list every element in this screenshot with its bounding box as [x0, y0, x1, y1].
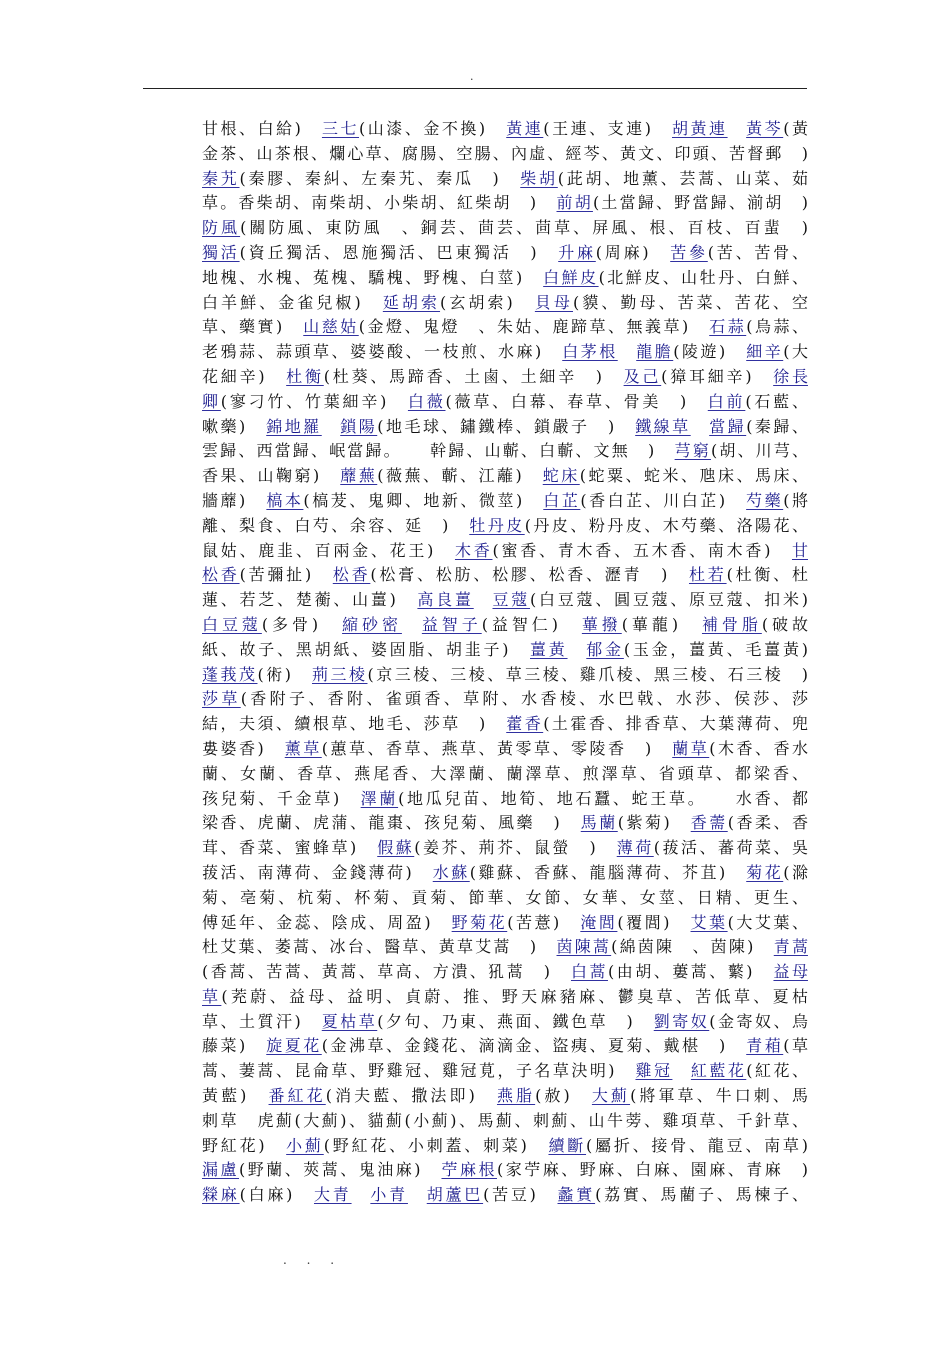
herb-term-link[interactable]: 松香 [202, 565, 240, 585]
herb-term-link[interactable]: 貝母 [534, 292, 573, 312]
herb-term-link[interactable]: 薄荷 [616, 838, 654, 858]
text-segment: 孩兒菊、千金草) [202, 788, 361, 808]
text-segment: (烏蒜、 [746, 317, 808, 337]
herb-term-link[interactable]: 水蘇 [432, 862, 470, 882]
herb-term-link[interactable]: 澤蘭 [360, 788, 399, 808]
text-segment: (玉金，薑黃、毛薑黃) [623, 639, 808, 659]
text-segment: (由胡、蔞蒿、蘩) [607, 962, 774, 982]
herb-term-link[interactable]: 鐵線草 [635, 416, 691, 436]
herb-term-link[interactable]: 苦參 [670, 242, 708, 262]
text-segment [618, 342, 637, 361]
text-line [202, 216, 808, 241]
text-segment: (白豆蔻、圓豆蔻、原豆蔻、扣米) [530, 590, 808, 610]
text-segment: 牆蘼) [202, 490, 267, 510]
text-line [202, 960, 808, 985]
herb-term-link[interactable]: 白茅根 [562, 342, 618, 362]
herb-term-link[interactable]: 漏盧 [202, 1160, 239, 1180]
text-segment: 草、藥實) [202, 317, 304, 337]
text-segment: 藤菜) [202, 1036, 267, 1056]
text-segment: (黃 [783, 119, 808, 138]
herb-term-link[interactable]: 白芷 [543, 490, 581, 510]
text-line [202, 439, 808, 464]
herb-term-link[interactable]: 草 [202, 986, 222, 1006]
text-line [202, 464, 808, 489]
text-line [202, 811, 808, 836]
text-segment: (姜芥、荊芥、鼠螢 ) [414, 838, 617, 858]
text-line [202, 365, 808, 390]
herb-term-link[interactable]: 松香 [332, 565, 371, 585]
text-line [202, 935, 808, 960]
text-segment: (松膏、松肪、松膠、松香、瀝青 ) [370, 565, 689, 585]
text-line [202, 985, 808, 1010]
text-segment: (野紅花、小刺蓋、刺菜) [323, 1135, 549, 1155]
text-segment: (寥刁竹、竹葉細辛) [220, 391, 408, 411]
text-segment: (荔實、馬藺子、馬楝子、 [595, 1185, 808, 1205]
text-line [202, 787, 808, 812]
herb-term-link[interactable]: 茵陳蒿 [556, 937, 612, 957]
text-segment [352, 1185, 371, 1204]
text-segment: (地毛球、鏽鐵棒、鎖嚴子 ) [377, 416, 636, 436]
herb-term-link[interactable]: 石蒜 [709, 317, 747, 337]
text-line [202, 911, 808, 936]
text-segment [672, 1061, 690, 1080]
herb-term-link[interactable]: 薑黃 [530, 639, 568, 659]
text-segment: (玄胡索) [440, 292, 535, 312]
herb-term-link[interactable]: 紅藍花 [690, 1061, 747, 1081]
text-line [202, 1109, 808, 1134]
herb-term-link[interactable]: 馬蘭 [580, 813, 618, 833]
text-line [202, 588, 808, 613]
herb-term-link[interactable]: 菊花 [746, 862, 784, 882]
text-line [202, 415, 808, 440]
text-segment [474, 590, 493, 609]
text-line [202, 861, 808, 886]
text-line [202, 613, 808, 638]
text-segment: (金燈、鬼燈 、朱姑、鹿蹄草、無義草) [358, 317, 710, 337]
text-segment: 甘根、白給) [202, 119, 322, 138]
herb-term-link[interactable]: 益智子 [421, 614, 482, 634]
herb-term-link[interactable]: 錦地羅 [266, 416, 322, 436]
herb-term-link[interactable]: 劉寄奴 [653, 1011, 710, 1031]
text-segment: 草、土質汗) [202, 1011, 322, 1031]
text-segment: (滁 [783, 862, 808, 882]
text-segment: 草。香柴胡、南柴胡、小柴胡、紅柴胡 ) [202, 193, 557, 213]
herb-term-link[interactable]: 芎窮 [674, 441, 711, 461]
text-line [202, 1010, 808, 1035]
herb-term-link[interactable]: 蠡實 [557, 1185, 596, 1205]
text-segment: (香柔、香 [727, 813, 808, 833]
text-line [202, 663, 808, 688]
text-segment: (薇草、白幕、春草、骨美 ) [445, 391, 708, 411]
herb-term-link[interactable]: 芍藥 [746, 490, 784, 510]
text-line [202, 514, 808, 539]
text-segment: 離、梨食、白芍、余容、延 ) [202, 515, 470, 535]
text-segment: (地瓜兒苗、地筍、地石蠶、蛇王草。 水香、都 [398, 788, 808, 808]
text-segment: 菊、亳菊、杭菊、杯菊、貢菊、節華、女節、女華、女莖、日精、更生、 [202, 887, 808, 907]
text-segment: (周麻) [595, 242, 671, 262]
text-segment: 金茶、山茶根、爛心草、腐腸、空腸、內虛、經芩、黃文、印頭、苦督郵 ) [202, 143, 808, 163]
text-segment: (土當歸、野當歸、湔胡 ) [592, 193, 808, 213]
herb-term-link[interactable]: 續斷 [548, 1135, 587, 1155]
text-segment: (家苧麻、野麻、白麻、園麻、青麻 ) [496, 1160, 808, 1180]
text-segment: (薇蕪、蘄、江蘺) [377, 466, 543, 486]
text-line [202, 315, 808, 340]
herb-term-link[interactable]: 徐長 [773, 366, 808, 386]
text-segment: (雞蘇、香蘇、龍腦薄荷、芥苴) [469, 862, 747, 882]
herb-term-link[interactable]: 柴胡 [520, 168, 558, 188]
text-segment: (苦、苦骨、 [707, 242, 808, 262]
herb-term-link[interactable]: 秦艽 [202, 168, 240, 188]
herb-term-link[interactable]: 白豆蔻 [202, 614, 262, 634]
herb-term-link[interactable]: 蘼蕪 [340, 466, 378, 486]
text-segment: 野紅花) [202, 1135, 287, 1155]
text-segment: 老鴉蒜、蒜頭草、婆婆酸、一枝煎、水麻) [202, 342, 563, 362]
text-segment: (消夫藍、撒法即) [325, 1086, 497, 1106]
herb-term-link[interactable]: 杜衡 [286, 366, 324, 386]
text-segment: (赦) [535, 1086, 592, 1106]
herb-term-link[interactable]: 香薷 [690, 813, 728, 833]
text-line [202, 687, 808, 712]
text-segment: 地槐、水槐、菟槐、驕槐、野槐、白莖) [202, 267, 544, 287]
herb-term-link[interactable]: 胡蘆巴 [426, 1185, 484, 1205]
herb-term-link[interactable]: 燕脂 [496, 1086, 536, 1106]
text-segment: (多骨) [261, 614, 343, 634]
text-segment: (香附子、香附、雀頭香、草附、水香棱、水巴戟、水莎、侯莎、莎 [240, 689, 808, 709]
herb-term-link[interactable]: 淹閭 [580, 912, 618, 932]
herb-term-link[interactable]: 薰草 [284, 738, 322, 758]
herb-term-link[interactable]: 當歸 [709, 416, 747, 436]
herb-term-link[interactable]: 黃芩 [746, 119, 784, 138]
document-body [202, 117, 808, 1208]
text-segment: (茺蔚、益母、益明、貞蔚、推、野天麻豬麻、鬱臭草、苦低草、夏枯 [221, 986, 808, 1006]
herb-term-link[interactable]: 番紅花 [268, 1086, 326, 1106]
herb-term-link[interactable]: 青葙 [746, 1036, 784, 1056]
text-segment: (關防風、東防風 、銅芸、茴芸、茴草、屏風、根、百枝、百蜚 ) [240, 218, 808, 238]
herb-term-link[interactable]: 益母 [773, 962, 808, 982]
text-segment: (大 [783, 342, 808, 362]
herb-term-link[interactable]: 胡黃連 [672, 119, 728, 138]
text-segment: (秦歸、 [746, 416, 808, 436]
herb-term-link[interactable]: 小薊 [286, 1135, 324, 1155]
text-line [202, 638, 808, 663]
text-line [202, 886, 808, 911]
text-segment: 茸、香菜、蜜蜂草) [202, 838, 378, 858]
text-segment: 白羊鮮、金雀兒椒) [202, 292, 383, 312]
text-segment: (覆閭) [617, 912, 691, 932]
text-segment [691, 417, 710, 436]
text-line [202, 167, 808, 192]
text-segment: (金寄奴、烏 [709, 1011, 808, 1031]
text-line [202, 712, 808, 737]
text-segment: (杜葵、馬蹄香、土鹵、土細辛 ) [323, 366, 624, 386]
herb-term-link[interactable]: 及己 [623, 366, 662, 386]
text-segment: (貘、勤母、苦菜、苦花、空 [573, 292, 808, 312]
text-line [202, 291, 808, 316]
text-segment: (獐耳細辛) [661, 366, 774, 386]
herb-term-link[interactable]: 艾葉 [690, 912, 728, 932]
herb-term-link[interactable]: 白薇 [407, 391, 446, 411]
herb-term-link[interactable]: 龍膽 [636, 342, 674, 362]
herb-term-link[interactable]: 獨活 [202, 242, 240, 262]
herb-term-link[interactable]: 白鮮皮 [543, 267, 599, 287]
herb-term-link[interactable]: 豆蔻 [492, 590, 531, 610]
herb-term-link[interactable]: 細辛 [746, 342, 784, 362]
herb-term-link[interactable]: 鎖陽 [340, 416, 378, 436]
text-segment: (益智仁) [481, 614, 582, 634]
herb-term-link[interactable]: 牡丹皮 [469, 515, 525, 535]
text-segment: (茈胡、地薰、芸蒿、山菜、茹 [557, 168, 808, 188]
herb-term-link[interactable]: 夏枯草 [321, 1011, 378, 1031]
text-segment: 婁婆香) [202, 738, 285, 758]
text-segment: (北鮮皮、山牡丹、白鮮、 [598, 267, 808, 287]
text-line [202, 390, 808, 415]
text-segment: (紅花、 [746, 1061, 808, 1081]
text-segment: (紫菊) [617, 813, 691, 833]
text-line [202, 142, 808, 167]
text-line [202, 191, 808, 216]
text-segment: 蒿、萋蒿、昆侖草、野雞冠、雞冠莧，子名草決明) [202, 1061, 636, 1081]
text-segment: (大艾葉、 [727, 912, 808, 932]
text-segment: 結，夫須、續根草、地毛、莎草 ) [202, 714, 507, 734]
text-segment: (夕句、乃東、燕面、鐵色草 ) [377, 1011, 654, 1031]
header-rule [143, 88, 807, 89]
herb-term-link[interactable]: 前胡 [556, 193, 593, 213]
herb-term-link[interactable]: 雞冠 [635, 1061, 673, 1081]
herb-term-link[interactable]: 旋夏花 [266, 1036, 322, 1056]
herb-term-link[interactable]: 黃連 [506, 119, 544, 138]
header-mark: . [470, 70, 474, 83]
herb-term-link[interactable]: 卿 [202, 391, 221, 411]
herb-term-link[interactable]: 荊三棱 [311, 664, 368, 684]
text-segment: (資丘獨活、恩施獨活、巴東獨活 ) [239, 242, 559, 262]
text-segment: (京三棱、三棱、草三棱、雞爪棱、黑三棱、石三棱 ) [367, 664, 808, 684]
text-segment: (蕙草、香草、燕草、黃零草、零陵香 ) [321, 738, 673, 758]
herb-term-link[interactable]: 野菊花 [451, 912, 508, 932]
text-line [202, 1158, 808, 1183]
text-segment [408, 1185, 427, 1204]
text-segment: (破故 [761, 614, 808, 634]
text-line [202, 737, 808, 762]
text-segment: 鼠姑、鹿韭、百兩金、花王) [202, 540, 455, 560]
text-segment: (秦膠、秦糾、左秦艽、秦瓜 ) [239, 168, 521, 188]
herb-term-link[interactable]: 蛇床 [542, 466, 580, 486]
herb-term-link[interactable]: 延胡索 [382, 292, 441, 312]
text-line [202, 539, 808, 564]
herb-term-link[interactable]: 莎草 [202, 689, 241, 709]
herb-term-link[interactable]: 青蒿 [773, 937, 808, 957]
text-segment: 紙、故子、黑胡紙、婆固脂、胡韭子) [202, 639, 530, 659]
herb-term-link[interactable]: 蘭草 [672, 738, 710, 758]
herb-term-link[interactable]: 白蒿 [570, 962, 608, 982]
text-line [202, 836, 808, 861]
text-segment: (香蒿、苦蒿、黃蒿、草高、方潰、犼蒿 ) [202, 962, 571, 982]
herb-term-link[interactable]: 高良薑 [417, 590, 474, 610]
herb-term-link[interactable]: 假蘇 [377, 838, 415, 858]
text-segment: (杜衡、杜 [726, 565, 808, 585]
text-segment: 梁香、虎蘭、虎蒲、龍棗、孩兒菊、風藥 ) [202, 813, 581, 833]
herb-term-link[interactable]: 杜若 [688, 565, 727, 585]
herb-term-link[interactable]: 木香 [454, 540, 493, 560]
text-segment: (蜜香、青木香、五木香、南木香) [492, 540, 792, 560]
text-segment: (王連、支連) [543, 119, 672, 138]
text-segment: (苦彌扯) [239, 565, 333, 585]
text-line [202, 117, 808, 142]
herb-term-link[interactable]: 檾麻 [202, 1185, 240, 1205]
text-segment: (蓽蘢) [621, 614, 702, 634]
text-segment: 刺草 虎薊(大薊)、貓薊(小薊)、馬薊、刺薊、山牛蒡、雞項草、千針草、 [202, 1110, 808, 1130]
text-line [202, 1059, 808, 1084]
text-segment: (屬折、接骨、龍豆、南草) [586, 1135, 808, 1155]
herb-term-link[interactable]: 郁金 [586, 639, 624, 659]
herb-term-link[interactable]: 蓽撥 [581, 614, 622, 634]
text-segment: (苦豆) [483, 1185, 558, 1205]
text-segment: (術) [257, 664, 312, 684]
text-segment: (丹皮、粉丹皮、木芍藥、洛陽花、 [524, 515, 808, 535]
text-segment: 蘭、女蘭、香草、燕尾香、大澤蘭、蘭澤草、煎澤草、省頭草、都梁香、 [202, 763, 808, 783]
text-line [202, 762, 808, 787]
text-segment: 菝活、南薄荷、金錢薄荷) [202, 862, 433, 882]
herb-term-link[interactable]: 甘 [791, 540, 808, 560]
text-segment: 黃藍) [202, 1086, 269, 1106]
herb-term-link[interactable]: 藿香 [506, 714, 544, 734]
text-segment [728, 119, 747, 138]
text-segment: (綿茵陳 、茵陳) [611, 937, 774, 957]
herb-term-link[interactable]: 蓬莪茂 [202, 664, 258, 684]
text-segment: 蓮、若芝、楚蘅、山薑) [202, 590, 418, 610]
herb-term-link[interactable]: 苧麻根 [441, 1160, 497, 1180]
text-segment: 香果、山鞠窮) [202, 466, 341, 486]
text-segment: (將軍草、牛口刺、馬 [630, 1086, 808, 1106]
text-line [202, 563, 808, 588]
text-segment [402, 615, 422, 634]
text-segment: (土霍香、排香草、大葉薄荷、兜 [543, 714, 808, 734]
text-segment: (胡、川芎、 [710, 441, 808, 461]
text-segment: (陵遊) [673, 342, 747, 362]
text-line [202, 1134, 808, 1159]
text-segment: (槁茇、鬼卿、地新、微莖) [303, 490, 544, 510]
text-segment: (蛇粟、蛇米、虺床、馬床、 [579, 466, 808, 486]
text-segment: 花細辛) [202, 366, 287, 386]
text-segment: (石藍、 [745, 391, 808, 411]
text-line [202, 1084, 808, 1109]
text-line [202, 1183, 808, 1208]
text-segment: 雲歸、西當歸、岷當歸。 幹歸、山蘄、白蘄、文無 ) [202, 441, 675, 461]
herb-term-link[interactable]: 小青 [370, 1185, 408, 1205]
text-segment: 嗽藥) [202, 416, 267, 436]
text-segment: (香白芷、川白芷) [580, 490, 747, 510]
herb-term-link[interactable]: 大薊 [591, 1086, 631, 1106]
text-segment: (白麻) [239, 1185, 314, 1205]
herb-term-link[interactable]: 三七 [321, 119, 359, 138]
text-segment: (野蘭、莢蒿、鬼油麻) [239, 1160, 442, 1180]
text-segment: (木香、香水 [709, 738, 808, 758]
footer-mark: . . . [283, 1253, 343, 1267]
text-line [202, 340, 808, 365]
herb-term-link[interactable]: 山慈姑 [303, 317, 359, 337]
text-segment: (山漆、金不換) [359, 119, 507, 138]
text-segment [568, 640, 587, 659]
text-segment: (菝活、蕃荷菜、吳 [653, 838, 808, 858]
herb-term-link[interactable]: 白前 [707, 391, 746, 411]
text-line [202, 266, 808, 291]
herb-term-link[interactable]: 升麻 [558, 242, 596, 262]
text-segment: 傅延年、金蕊、陰成、周盈) [202, 912, 452, 932]
text-line [202, 241, 808, 266]
text-line [202, 1034, 808, 1059]
text-segment [322, 417, 341, 436]
herb-term-link[interactable]: 槁本 [266, 490, 304, 510]
herb-term-link[interactable]: 縮砂密 [342, 614, 402, 634]
text-segment: (草 [783, 1036, 808, 1056]
text-segment: 杜艾葉、萎蒿、冰台、醫草、黃草艾蒿 ) [202, 937, 557, 957]
text-segment: (金沸草、金錢花、滴滴金、盜痍、夏菊、戴椹 ) [321, 1036, 747, 1056]
text-line [202, 489, 808, 514]
text-segment: (將 [783, 490, 808, 510]
herb-term-link[interactable]: 大青 [313, 1185, 352, 1205]
text-segment: (苦薏) [507, 912, 581, 932]
herb-term-link[interactable]: 補骨脂 [701, 614, 762, 634]
herb-term-link[interactable]: 防風 [202, 218, 241, 238]
